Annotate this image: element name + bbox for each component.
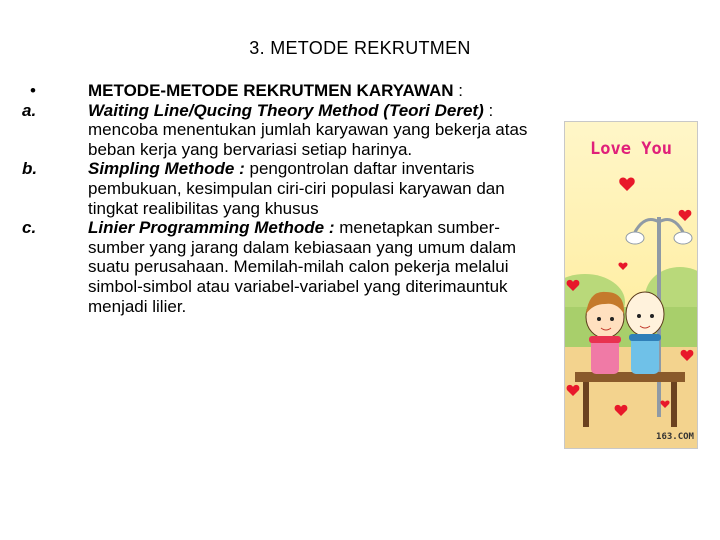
list-item <box>22 101 552 160</box>
item-marker: b. <box>22 159 38 179</box>
item-marker: a. <box>22 100 37 120</box>
item-heading: Simpling Methode : <box>88 159 245 179</box>
item-heading: Linier Programming Methode : <box>88 218 335 238</box>
couple-bench-image <box>565 122 697 448</box>
list-item <box>22 159 552 218</box>
item-heading: Waiting Line/Qucing Theory Method (Teori Deret) <box>88 100 484 120</box>
list-item <box>22 81 552 101</box>
watermark-text: 163.COM <box>656 432 694 442</box>
item-text: : <box>453 81 463 100</box>
illustration-caption: Love You <box>590 139 672 159</box>
method-list <box>22 81 552 316</box>
item-heading: METODE-METODE REKRUTMEN KARYAWAN <box>88 81 454 100</box>
item-text: menetapkan sumber-sumber yang jarang dalam kebiasaan yang umum dalam suatu perusahaan. Memilah-milah calon pekerja melalui simbol-simbol atau variabel-variabel yang diterimauntuk menjadi lilier. <box>88 218 517 316</box>
item-marker: c. <box>22 218 37 238</box>
item-text: : mencoba menentukan jumlah karyawan yang bekerja atas beban kerja yang bervariasi setiap harinya. <box>88 100 528 159</box>
list-item <box>22 218 552 316</box>
bullet-marker: • <box>30 81 36 100</box>
slide-title: 3. METODE REKRUTMEN <box>249 38 471 58</box>
item-text: pengontrolan daftar inventaris pembukuan, kesimpulan ciri-ciri populasi karyawan dan tingkat realibilitas yang khusus <box>88 159 505 218</box>
love-you-illustration <box>564 121 698 449</box>
